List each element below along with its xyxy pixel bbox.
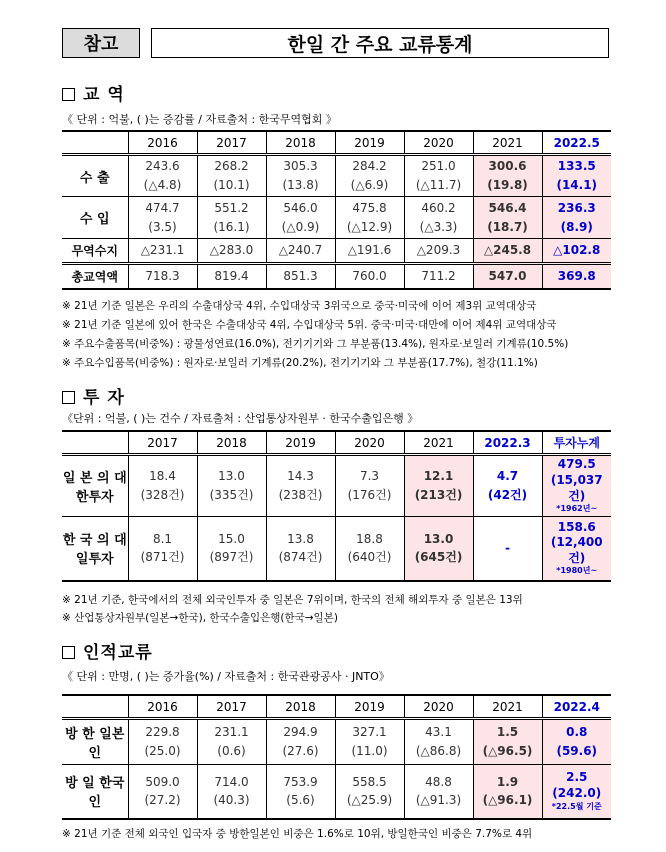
table-cell: 753.9 (5.6) [266,765,335,819]
year-header: 2018 [266,695,335,719]
year-header: 2017 [197,695,266,719]
year-header: 2022.4 [542,695,611,719]
investment-table [62,430,611,582]
year-header: 2016 [128,695,197,719]
year-header: 2022.3 [473,431,542,455]
year-header: 2017 [128,431,197,455]
year-header: 2018 [266,131,335,155]
table-cell: 718.3 [128,264,197,289]
investment-note: ※ 산업통상자원부(일본→한국), 한국수출입은행(한국→일본) [62,612,338,624]
table-cell: 327.1 (11.0) [335,719,404,765]
table-cell: 133.5 (14.1) [542,155,611,197]
table-cell: 1.9 (△96.1) [473,765,542,819]
trade-unit-note: 《 단위 : 억불, ( )는 증감률 / 자료출처 : 한국무역협회 》 [62,113,337,126]
table-cell: 251.0 (△11.7) [404,155,473,197]
table-cell: 268.2 (10.1) [197,155,266,197]
cumulative-header: 투자누계 [542,431,611,455]
year-header: 2021 [404,431,473,455]
row-label: 수 출 [62,155,128,197]
table-cell: 7.3 (176건) [335,455,404,517]
year-header: 2021 [473,131,542,155]
table-cell: 8.1 (871건) [128,517,197,581]
table-cell: 13.0 (335건) [197,455,266,517]
table-cell: 509.0 (27.2) [128,765,197,819]
trade-note: ※ 주요수출품목(비중%) : 광물성연료(16.0%), 전기기기와 그 부분품(13.4%), 원자로·보일러 기계류(10.5%) [62,338,569,350]
table-cell: 284.2 (△6.9) [335,155,404,197]
table-cell: △191.6 [335,239,404,264]
table-cell: 158.6 (12,400건) *1980년~ [542,517,611,581]
table-cell: 236.3 (8.9) [542,197,611,239]
table-cell: 0.8 (59.6) [542,719,611,765]
year-header: 2020 [404,695,473,719]
row-label: 수 입 [62,197,128,239]
japan-to-korea-row [62,455,611,517]
year-header: 2022.5 [542,131,611,155]
table-cell: 547.0 [473,264,542,289]
table-cell: 294.9 (27.6) [266,719,335,765]
table-cell: - [473,517,542,581]
investment-header-row [62,431,611,455]
balance-row [62,239,611,264]
row-label: 방 한 일본인 [62,719,128,765]
people-unit-note: 《 단위 : 만명, ( )는 증가율(%) / 자료출처 : 한국관광공사 · JNTO》 [62,670,390,683]
table-cell: 819.4 [197,264,266,289]
table-cell: 475.8 (△12.9) [335,197,404,239]
year-header: 2017 [197,131,266,155]
korean-visitors-row [62,765,611,819]
trade-section-title: 교 역 [62,80,125,105]
table-cell: 2.5 (242.0) *22.5월 기준 [542,765,611,819]
people-header-row [62,695,611,719]
table-cell: 229.8 (25.0) [128,719,197,765]
trade-note: ※ 21년 기준 일본에 있어 한국은 수출대상국 4위, 수입대상국 5위. 중국·미국·대만에 이어 제4위 교역대상국 [62,319,557,331]
total-row [62,264,611,289]
table-cell: 558.5 (△25.9) [335,765,404,819]
table-cell: 15.0 (897건) [197,517,266,581]
table-cell: 13.0 (645건) [404,517,473,581]
row-label: 총교역액 [62,264,128,289]
trade-table [62,130,611,290]
table-cell: 12.1 (213건) [404,455,473,517]
table-cell: 369.8 [542,264,611,289]
investment-section-title: 투 자 [62,383,125,408]
year-header: 2021 [473,695,542,719]
reference-tag: 참고 [62,28,140,58]
year-header: 2016 [128,131,197,155]
japanese-visitors-row [62,719,611,765]
checkbox-square-icon [62,646,75,659]
table-cell: 231.1 (0.6) [197,719,266,765]
row-label: 무역수지 [62,239,128,264]
table-cell: △240.7 [266,239,335,264]
table-cell: △283.0 [197,239,266,264]
table-cell: 305.3 (13.8) [266,155,335,197]
row-label: 한 국 의 대일투자 [62,517,128,581]
korea-to-japan-row [62,517,611,581]
table-cell: 48.8 (△91.3) [404,765,473,819]
page-title: 한일 간 주요 교류통계 [151,28,609,58]
trade-header-row [62,131,611,155]
table-cell: 13.8 (874건) [266,517,335,581]
table-cell: △102.8 [542,239,611,264]
table-cell: 43.1 (△86.8) [404,719,473,765]
people-table [62,694,611,820]
table-cell: 546.0 (△0.9) [266,197,335,239]
table-cell: 4.7 (42건) [473,455,542,517]
checkbox-square-icon [62,88,75,101]
row-label: 일 본 의 대한투자 [62,455,128,517]
table-cell: 479.5 (15,037건) *1962년~ [542,455,611,517]
table-cell: 851.3 [266,264,335,289]
year-header: 2019 [335,131,404,155]
table-cell: 18.8 (640건) [335,517,404,581]
checkbox-square-icon [62,391,75,404]
export-row [62,155,611,197]
table-cell: △209.3 [404,239,473,264]
table-cell: 474.7 (3.5) [128,197,197,239]
people-section-title: 인적교류 [62,638,153,663]
import-row [62,197,611,239]
table-cell: 300.6 (19.8) [473,155,542,197]
table-cell: 243.6 (△4.8) [128,155,197,197]
trade-note: ※ 주요수입품목(비중%) : 원자로·보일러 기계류(20.2%), 전기기기와 그 부분품(17.7%), 철강(11.1%) [62,357,538,369]
table-cell: 460.2 (△3.3) [404,197,473,239]
people-note: ※ 21년 기준 전체 외국인 입국자 중 방한일본인 비중은 1.6%로 10위, 방일한국인 비중은 7.7%로 4위 [62,828,533,840]
table-cell: 18.4 (328건) [128,455,197,517]
table-cell: 760.0 [335,264,404,289]
row-label: 방 일 한국인 [62,765,128,819]
year-header: 2020 [335,431,404,455]
year-header: 2019 [335,695,404,719]
year-header: 2019 [266,431,335,455]
table-cell: 711.2 [404,264,473,289]
table-cell: 714.0 (40.3) [197,765,266,819]
table-cell: △231.1 [128,239,197,264]
investment-note: ※ 21년 기준, 한국에서의 전체 외국인투자 중 일본은 7위이며, 한국의 전체 해외투자 중 일본은 13위 [62,594,523,606]
year-header: 2018 [197,431,266,455]
table-cell: △245.8 [473,239,542,264]
table-cell: 14.3 (238건) [266,455,335,517]
table-cell: 546.4 (18.7) [473,197,542,239]
trade-note: ※ 21년 기준 일본은 우리의 수출대상국 4위, 수입대상국 3위국으로 중국·미국에 이어 제3위 교역대상국 [62,300,537,312]
year-header: 2020 [404,131,473,155]
table-cell: 1.5 (△96.5) [473,719,542,765]
investment-unit-note: 《단위 : 억불, ( )는 건수 / 자료출처 : 산업통상자원부 · 한국수출입은행 》 [62,412,419,425]
table-cell: 551.2 (16.1) [197,197,266,239]
